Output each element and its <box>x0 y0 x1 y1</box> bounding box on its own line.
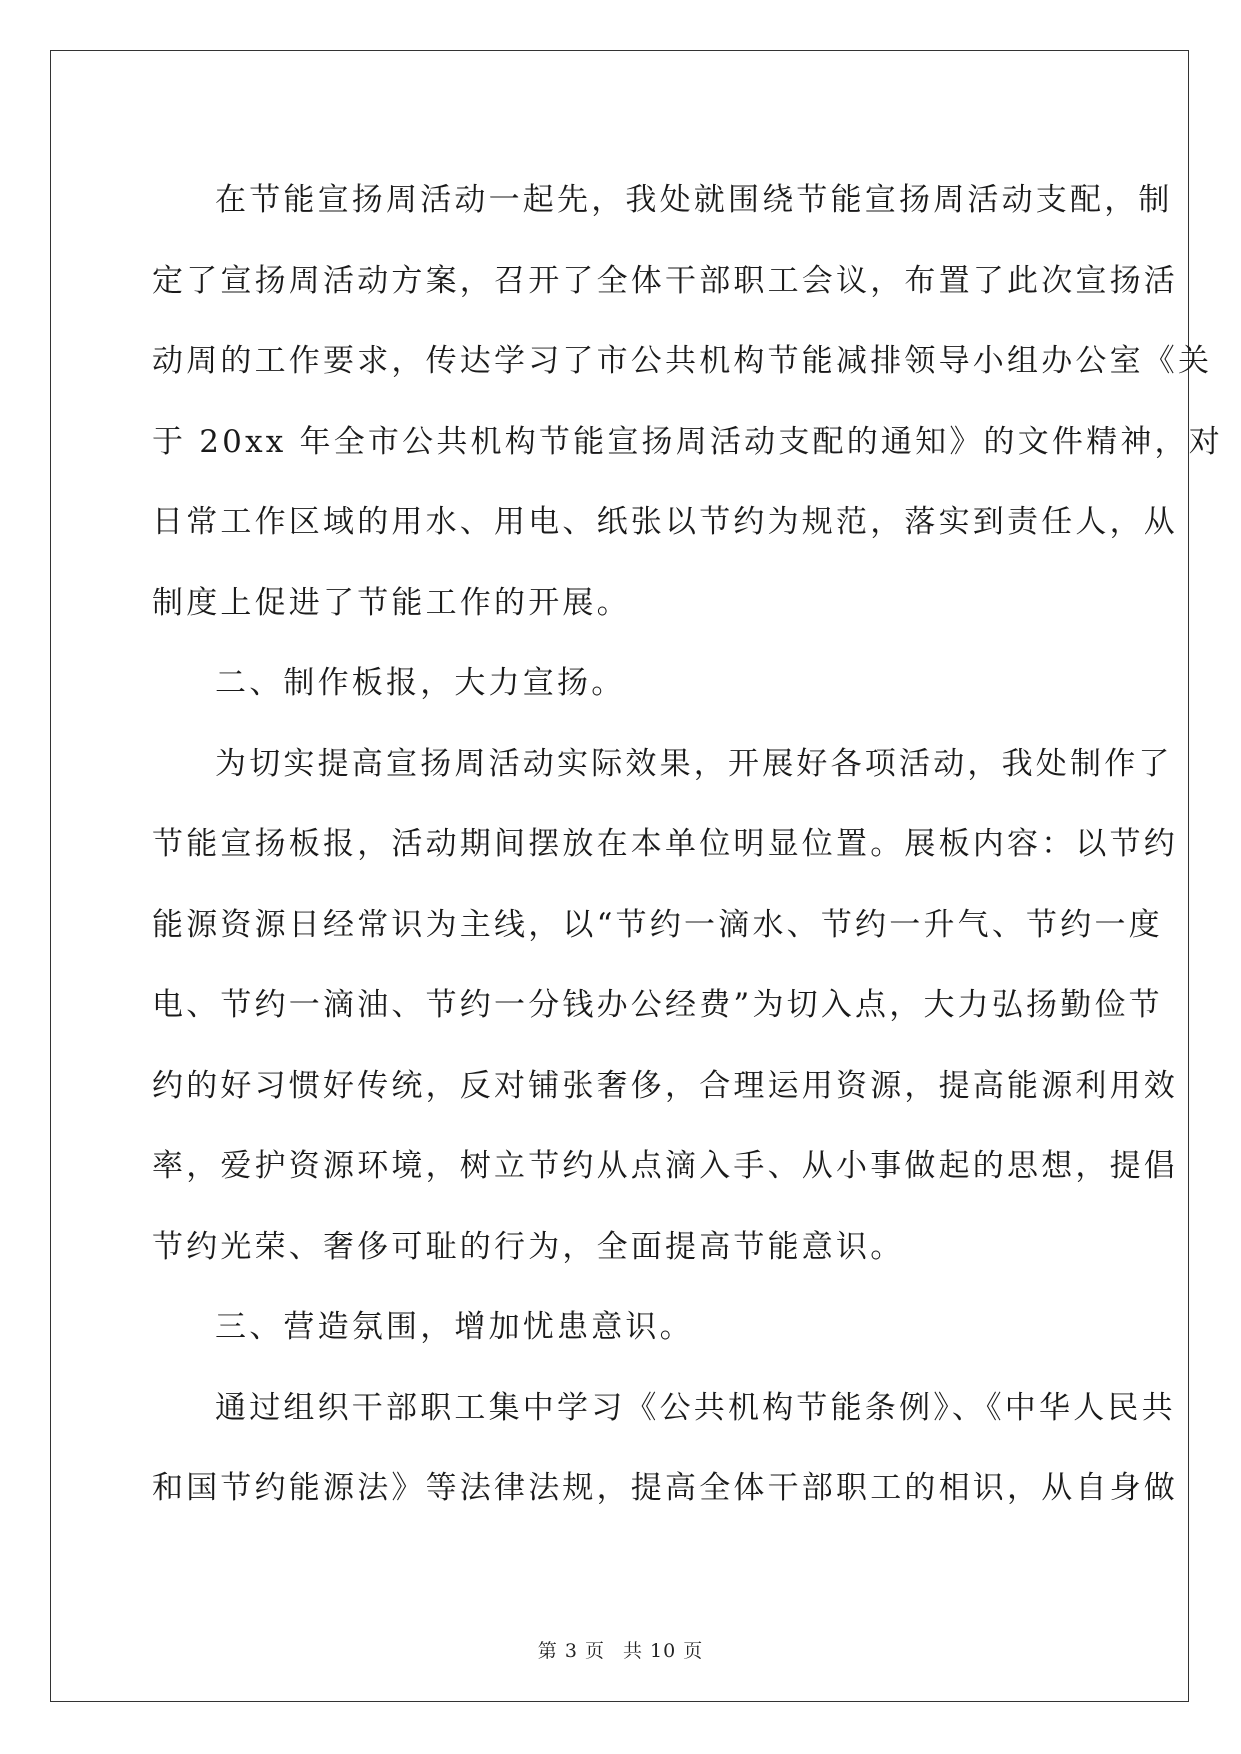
text-line: 为切实提高宣扬周活动实际效果，开展好各项活动，我处制作了 <box>215 745 1173 782</box>
text-line: 通过组织干部职工集中学习《公共机构节能条例》、《中华人民共 <box>215 1389 1176 1426</box>
text-line: 能源资源日经常识为主线，以“节约一滴水、节约一升气、节约一度 <box>152 906 1163 943</box>
text-line: 约的好习惯好传统，反对铺张奢侈，合理运用资源，提高能源利用效 <box>152 1067 1178 1104</box>
text-line: 电、节约一滴油、节约一分钱办公经费”为切入点，大力弘扬勤俭节 <box>152 987 1163 1023</box>
page-number: 第 3 页 <box>537 1640 605 1662</box>
section-heading: 二、制作板报，大力宣扬。 <box>215 665 626 701</box>
text-line: 日常工作区域的用水、用电、纸张以节约为规范，落实到责任人，从 <box>152 504 1178 540</box>
text-line: 动周的工作要求，传达学习了市公共机构节能减排领导小组办公室《关 <box>152 343 1213 379</box>
section-heading: 三、营造氛围，增加忧患意识。 <box>215 1309 694 1345</box>
text-line: 节约光荣、奢侈可耻的行为，全面提高节能意识。 <box>152 1228 905 1265</box>
text-line: 节能宣扬板报，活动期间摆放在本单位明显位置。展板内容：以节约 <box>152 826 1178 862</box>
page-footer <box>0 1636 1241 1663</box>
text-line: 于 20xx 年全市公共机构节能宣扬周活动支配的通知》的文件精神，对 <box>152 423 1223 460</box>
document-body <box>152 160 1223 1529</box>
text-line: 和国节约能源法》等法律法规，提高全体干部职工的相识，从自身做 <box>152 1470 1178 1506</box>
text-line: 制度上促进了节能工作的开展。 <box>152 584 631 621</box>
text-line: 定了宣扬周活动方案，召开了全体干部职工会议，布置了此次宣扬活 <box>152 262 1178 299</box>
page-total: 共 10 页 <box>622 1640 704 1662</box>
text-line: 率，爱护资源环境，树立节约从点滴入手、从小事做起的思想，提倡 <box>152 1148 1178 1184</box>
text-line: 在节能宣扬周活动一起先，我处就围绕节能宣扬周活动支配，制 <box>215 182 1173 218</box>
